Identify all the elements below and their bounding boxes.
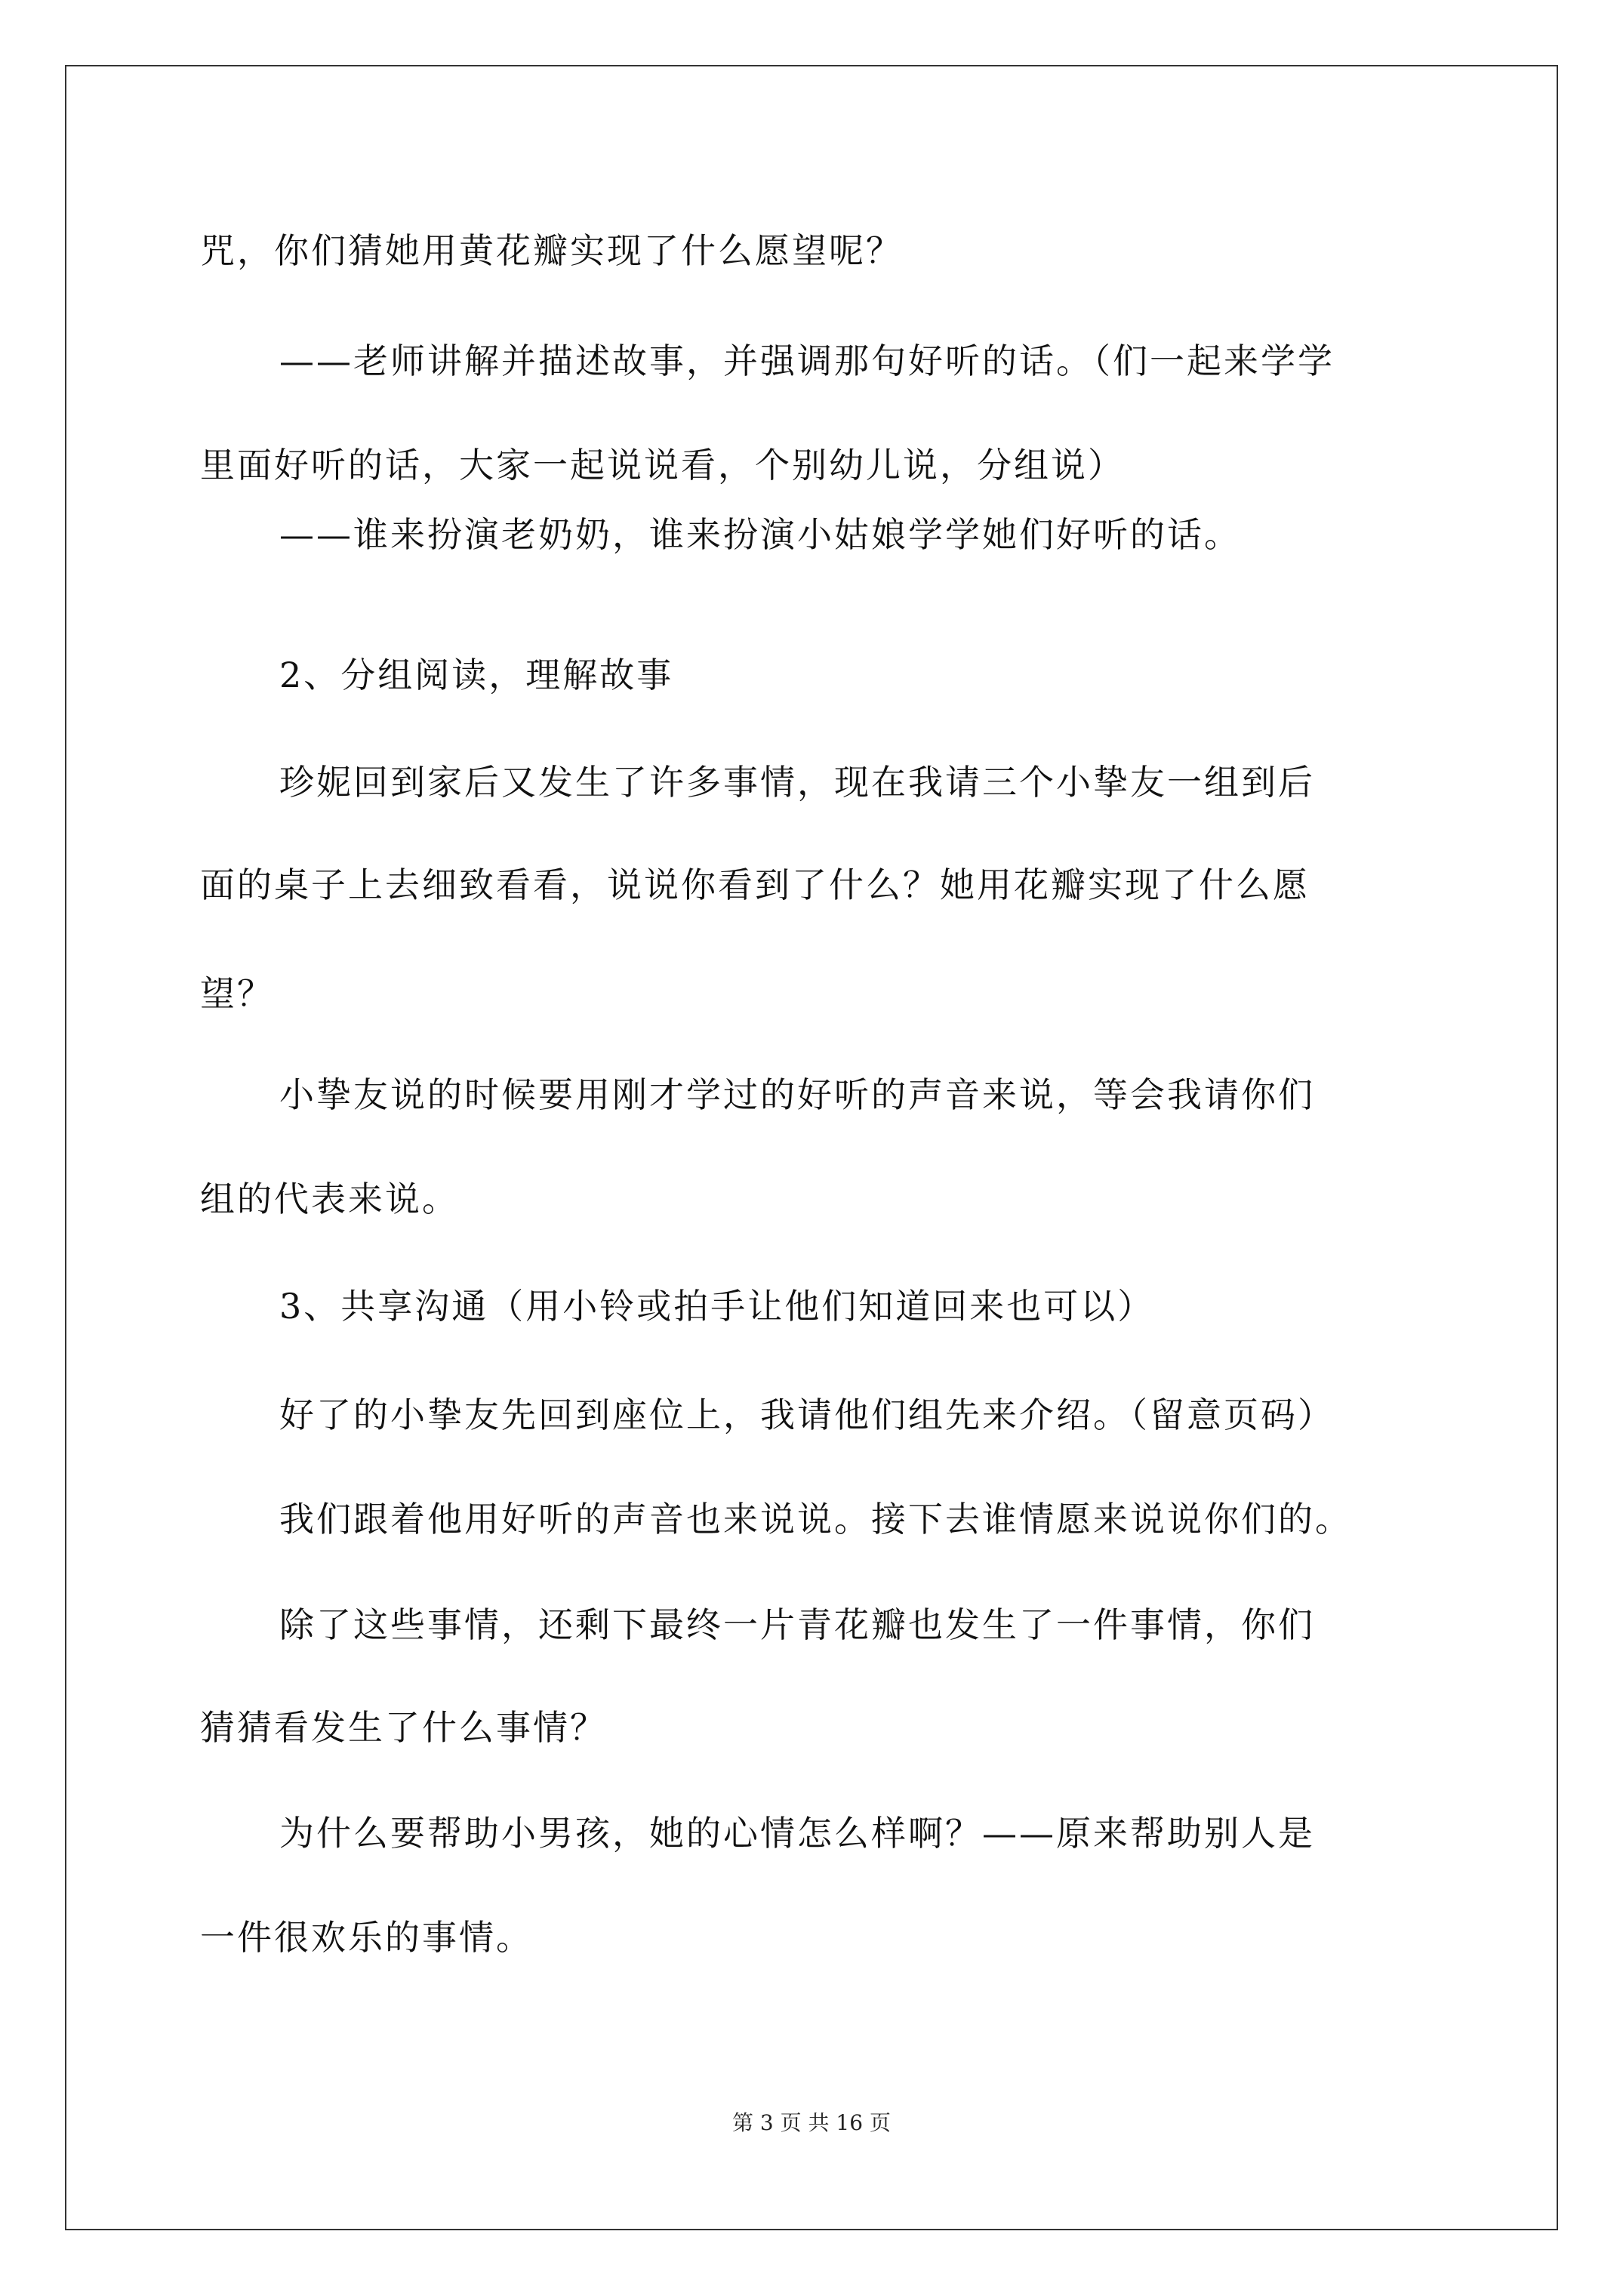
paragraph-line: 小挚友说的时候要用刚才学过的好听的声音来说，等会我请你们 xyxy=(279,1074,1315,1115)
paragraph-line: 猜猜看发生了什么事情？ xyxy=(200,1707,607,1748)
paragraph-line: 我们跟着他用好听的声音也来说说。接下去谁情愿来说说你们的。 xyxy=(279,1499,1352,1539)
paragraph-line: 珍妮回到家后又发生了许多事情，现在我请三个小挚友一组到后 xyxy=(279,762,1315,803)
section-heading: 2、分组阅读，理解故事 xyxy=(279,655,674,695)
page-number: 第 3 页 共 16 页 xyxy=(732,2110,891,2135)
paragraph-line: 一件很欢乐的事情。 xyxy=(200,1917,533,1958)
paragraph-line: ——谁来扮演老奶奶，谁来扮演小姑娘学学她们好听的话。 xyxy=(279,514,1241,555)
paragraph-line: 面的桌子上去细致看看，说说你看到了什么？她用花瓣实现了什么愿 xyxy=(200,864,1310,905)
paragraph-line: 望？ xyxy=(200,973,274,1014)
paragraph-line: ——老师讲解并描述故事，并强调那句好听的话。（们一起来学学 xyxy=(279,341,1335,381)
page-border xyxy=(65,65,1558,2230)
paragraph-line: 组的代表来说。 xyxy=(200,1179,459,1219)
paragraph-line: 里面好听的话，大家一起说说看，个别幼儿说，分组说） xyxy=(200,445,1125,485)
paragraph-line: 为什么要帮助小男孩，她的心情怎么样啊？——原来帮助别人是 xyxy=(279,1813,1315,1854)
paragraph-line: 除了这些事情，还剩下最终一片青花瓣也发生了一件事情，你们 xyxy=(279,1604,1315,1645)
paragraph-line: 好了的小挚友先回到座位上，我请他们组先来介绍。（留意页码） xyxy=(279,1395,1335,1435)
paragraph-line: 咒，你们猜她用黄花瓣实现了什么愿望呢？ xyxy=(200,230,903,271)
page-footer xyxy=(0,2108,1623,2138)
section-heading: 3、共享沟通（用小铃或拍手让他们知道回来也可以） xyxy=(279,1286,1155,1327)
